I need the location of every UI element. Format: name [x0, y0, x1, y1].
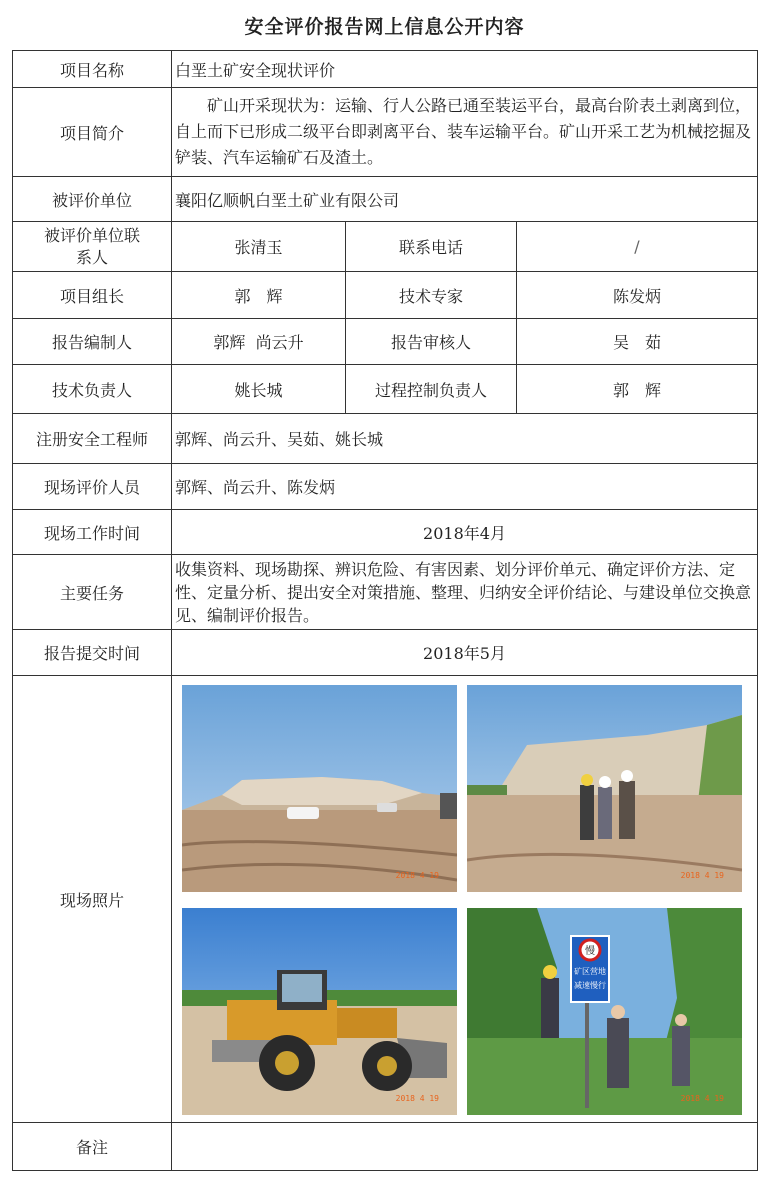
value-tech: 姚长城 [172, 365, 346, 414]
label-reviewer: 报告审核人 [346, 319, 517, 365]
value-process: 郭 辉 [517, 365, 758, 414]
page-title: 安全评价报告网上信息公开内容 [244, 16, 525, 38]
value-author: 郭辉 尚云升 [172, 319, 346, 365]
label-engineers: 注册安全工程师 [13, 414, 172, 464]
row-tech [13, 365, 758, 414]
label-contact [13, 222, 172, 272]
label-expert: 技术专家 [346, 272, 517, 319]
value-project-intro: 矿山开采现状为：运输、行人公路已通至装运平台，最高台阶表土剥离到位，自上而下已形成二级平台即剥离平台、装车运输平台。矿山开采工艺为机械挖掘及铲装、汽车运输矿石及渣土。 [175, 96, 752, 167]
site-photo-loader-image [182, 908, 457, 1115]
value-evaluators: 郭辉、尚云升、陈发炳 [172, 464, 758, 510]
photo-date-stamp: 2018 4 19 [680, 1093, 724, 1103]
row-work-time [13, 510, 758, 555]
label-author: 报告编制人 [13, 319, 172, 365]
label-work-time: 现场工作时间 [13, 510, 172, 555]
row-photos [13, 676, 758, 1123]
sign-text-line1: 矿区营地 [574, 966, 606, 976]
row-contact [13, 222, 758, 272]
value-phone: / [517, 222, 758, 272]
label-photos: 现场照片 [13, 676, 172, 1123]
value-engineers: 郭辉、尚云升、吴茹、姚长城 [172, 414, 758, 464]
photo-date-stamp: 2018 4 19 [680, 870, 724, 880]
value-evaluated-unit: 襄阳亿顺帆白垩土矿业有限公司 [172, 177, 758, 222]
label-remarks: 备注 [13, 1123, 172, 1171]
sign-text-line2: 减速慢行 [574, 980, 606, 990]
value-tasks: 收集资料、现场勘探、辨识危险、有害因素、划分评价单元、确定评价方法、定性、定量分析、提出安全对策措施、整理、归纳安全评价结论、与建设单位交换意见、编制评价报告。 [172, 555, 758, 630]
value-work-time: 2018年4月 [172, 510, 758, 555]
site-photo-loader [182, 908, 457, 1115]
photo-grid [172, 677, 757, 1122]
row-project-intro [13, 88, 758, 177]
site-photo-team-image [467, 685, 742, 892]
row-project-name [13, 51, 758, 88]
label-phone: 联系电话 [346, 222, 517, 272]
label-project-name: 项目名称 [13, 51, 172, 88]
row-engineers [13, 414, 758, 464]
label-process: 过程控制负责人 [346, 365, 517, 414]
site-photo-pit-car [182, 685, 457, 892]
info-table [12, 50, 758, 1171]
sign-slow-glyph: 慢 [585, 945, 595, 957]
row-tasks [13, 555, 758, 630]
label-contact-text: 被评价单位联系人 [43, 225, 140, 267]
label-tech: 技术负责人 [13, 365, 172, 414]
photo-date-stamp: 2018 4 19 [395, 1093, 439, 1103]
row-evaluators [13, 464, 758, 510]
row-evaluated-unit [13, 177, 758, 222]
site-photo-pit-car-image [182, 685, 457, 892]
row-submit-time [13, 630, 758, 676]
value-leader: 郭 辉 [172, 272, 346, 319]
value-submit-time: 2018年5月 [172, 630, 758, 676]
label-project-intro: 项目简介 [13, 88, 172, 177]
site-photo-sign-image [467, 908, 742, 1115]
value-project-name: 白垩土矿安全现状评价 [172, 51, 758, 88]
label-submit-time: 报告提交时间 [13, 630, 172, 676]
label-leader: 项目组长 [13, 272, 172, 319]
label-evaluated-unit: 被评价单位 [13, 177, 172, 222]
photo-date-stamp: 2018 4 19 [395, 870, 439, 880]
value-reviewer: 吴 茹 [517, 319, 758, 365]
row-leader [13, 272, 758, 319]
value-contact-name: 张清玉 [172, 222, 346, 272]
site-photo-team [467, 685, 742, 892]
row-remarks [13, 1123, 758, 1171]
label-tasks: 主要任务 [13, 555, 172, 630]
row-author [13, 319, 758, 365]
value-expert: 陈发炳 [517, 272, 758, 319]
value-remarks [172, 1123, 758, 1171]
label-evaluators: 现场评价人员 [13, 464, 172, 510]
site-photo-sign [467, 908, 742, 1115]
